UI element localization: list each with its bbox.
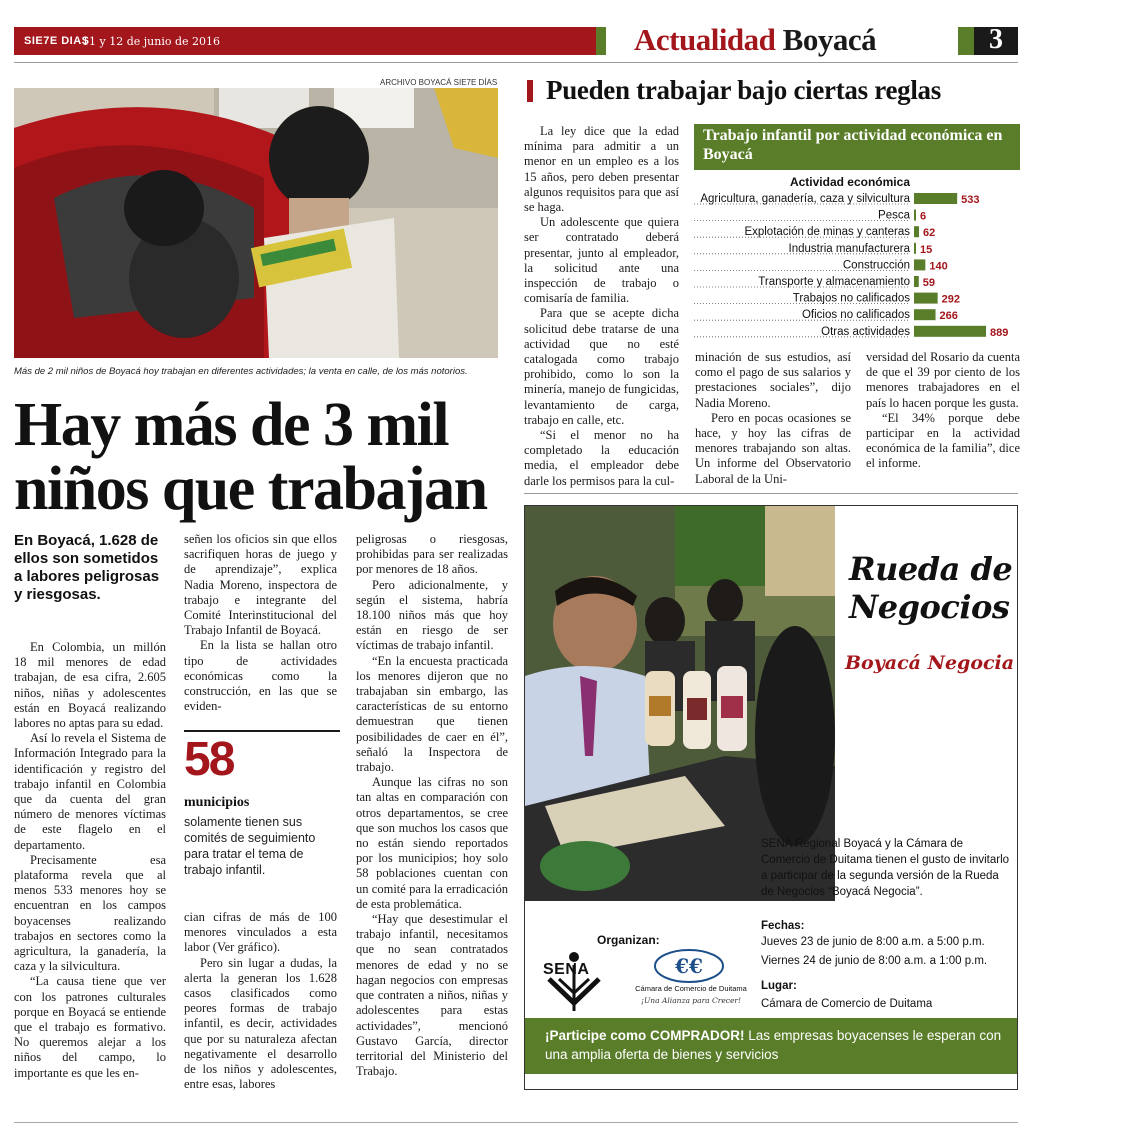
chart-category-label: Explotación de minas y canteras: [744, 226, 910, 239]
ad-place: Cámara de Comercio de Duitama: [761, 998, 933, 1010]
page-number-inner: [974, 24, 1018, 55]
subhead-marker: [527, 80, 533, 102]
article-column-2-bottom: [184, 910, 337, 1092]
ccd-logo-icon: [631, 946, 747, 984]
header-green-accent: [596, 27, 606, 55]
chart-bar: [914, 226, 919, 237]
ad-body: SENA Regional Boyacá y la Cámara de Comercio de Duitama tienen el gusto de invitarlo a participar de la segunda versión de la Rueda de Negocios “Boyacá Negocia”.: [761, 838, 1010, 898]
paragraph: Aunque las cifras no son tan altas en comparación con otros departamentos, se cree que son muchos los casos que no están siendo reportados por los municipios; hoy solo 58 poblaciones cuentan con un comité para la erradicación de esta problemática.: [356, 775, 508, 911]
svg-text:€€: €€: [675, 954, 703, 978]
advertisement: [524, 505, 1018, 1090]
section-title-part2: Boyacá: [782, 22, 877, 57]
sena-logo-text: SENA: [543, 961, 590, 978]
side-column-c: [866, 350, 1020, 472]
section-rule: [524, 493, 1018, 494]
paragraph: En la lista se hallan otro tipo de actividades económicas como la construcción, en las que se eviden-: [184, 638, 337, 714]
main-photo-illustration: [14, 88, 498, 358]
paragraph: En Colombia, un millón 18 mil menores de edad trabajan, de esa cifra, 2.605 niños, niñas y adolescentes están en Boyacá realizando labores no aptas para su edad.: [14, 640, 166, 731]
chart-bar: [914, 326, 986, 337]
ad-subtitle: Boyacá Negocia: [845, 652, 1015, 674]
main-photo: [14, 88, 498, 358]
ad-date-2: Viernes 24 de junio de 8:00 a.m. a 1:00 p.m.: [761, 955, 988, 967]
article-column-1: [14, 640, 166, 1081]
chart-category-label: Trabajos no calificados: [792, 292, 910, 305]
photo-caption: Más de 2 mil niños de Boyacá hoy trabajan en diferentes actividades; la venta en calle, de los más notorios.: [14, 366, 468, 377]
side-article-title: Pueden trabajar bajo ciertas reglas: [546, 75, 941, 105]
chart-bar: [914, 276, 919, 287]
stat-description: solamente tienen sus comités de seguimiento para tratar el tema de trabajo infantil.: [184, 815, 316, 877]
paragraph: Pero adicionalmente, y según el sistema, habría 18.100 niños más que hoy están en riesgo de ser víctimas de trabajo infantil.: [356, 577, 508, 653]
chart-value-label: 62: [923, 227, 936, 240]
ccd-slogan: ¡Una Alianza para Crecer!: [640, 996, 742, 1005]
paragraph: “Si el menor no ha completado la educación media, el empleador debe darle los permisos para la cul-: [524, 428, 679, 488]
headline-line2: niños que trabajan: [14, 455, 487, 523]
chart-category-label: Industria manufacturera: [788, 242, 910, 255]
chart-value-label: 292: [941, 293, 961, 306]
paragraph: La ley dice que la edad mínima para admitir a un menor en un empleo es a los 15 años, pero deben presentar algunos requisitos para que así se haga.: [524, 124, 679, 215]
photo-credit: ARCHIVO BOYACÁ SIE7E DÍAS: [380, 78, 498, 87]
paragraph: “Hay que desestimular el trabajo infantil, necesitamos que no sean contratados menores de edad y no se hagan negocios con empresas que contraten a niños, niñas y adolescentes para estas actividades”, mencionó Gustavo García, director territorial del Ministerio del Trabajo.: [356, 912, 508, 1079]
paragraph: “En la encuesta practicada los menores dijeron que no trabajaban sin embargo, las características de su entorno demuestran que tienen posibilidades de caer en él”, señaló la Inspectora de trabajo.: [356, 653, 508, 775]
chart-value-label: 15: [920, 243, 933, 256]
chart-value-label: 533: [961, 194, 980, 206]
paragraph: Así lo revela el Sistema de Información Integrado para la identificación y registro del trabajo infantil en Colombia que da cuenta del gran número de menores víctimas de este flagelo en el departamento.: [14, 731, 166, 852]
chart-value-label: 6: [920, 210, 927, 223]
paragraph: minación de sus estudios, así como el pago de sus salarios y prestaciones sociales”, dijo Nadia Moreno.: [695, 350, 851, 410]
section-title: [634, 22, 876, 58]
issue-date: 11 y 12 de junio de 2016: [82, 35, 221, 48]
chart-category-label: Pesca: [878, 209, 910, 222]
ad-title-line2: Negocios: [849, 588, 1010, 626]
paragraph: señen los oficios sin que ellos sacrifiquen horas de juego y de aprendizaje”, explica Nadia Moreno, inspectora de trabajo e integrante del Comité Interinstitucional del Trabajo Infantil de Boyacá.: [184, 532, 337, 638]
article-column-3: [356, 532, 508, 1079]
ad-dates-label: Fechas:: [761, 920, 805, 932]
publication-name: SIE7E DIAS: [24, 35, 90, 47]
ad-cta-bold: ¡Participe como COMPRADOR!: [545, 1028, 745, 1043]
article-column-2-top: [184, 532, 337, 714]
chart-title: Trabajo infantil por actividad económica en Boyacá: [703, 127, 1003, 163]
chart-value-label: 889: [990, 326, 1009, 339]
paragraph: “La causa tiene que ver con los patrones culturales porque en Boyacá se entiende que el trabajo es formativo. No queremos alejar a los niños del campo, lo importante es que les en-: [14, 974, 166, 1080]
stat-rule: [184, 730, 340, 732]
chart-category-label: Transporte y almacenamiento: [758, 276, 910, 288]
side-column-b: [695, 350, 851, 487]
ad-organizers-label: Organizan:: [597, 933, 660, 947]
paragraph: Pero sin lugar a dudas, la alerta la generan los 1.628 casos clasificados como peores formas de trabajo infantil, es decir, actividades que por su naturaleza afectan negativamente el desarrollo de los niños y adolescentes, entre esas, labores: [184, 955, 337, 1092]
article-deck: En Boyacá, 1.628 de ellos son sometidos a labores peligrosas y riesgosas.: [14, 532, 160, 603]
chart-bar: [914, 293, 938, 304]
chart-bar: [914, 243, 916, 254]
chart-bar: [914, 309, 936, 320]
chart-value-label: 266: [939, 310, 958, 323]
ad-cta-text: [545, 1026, 1015, 1064]
chart-value-label: 140: [929, 260, 948, 273]
stat-label: municipios: [184, 795, 250, 810]
stat-number: 58: [184, 733, 234, 786]
ccd-logo-text: Cámara de Comercio de Duitama: [635, 984, 747, 993]
ad-title-line1: Rueda de: [849, 550, 1013, 588]
chart-bar: [914, 210, 916, 221]
paragraph: Precisamente esa plataforma revela que al menos 533 menores hoy se encuentran en los campos boyacenses realizando trabajos en sectores como la agricultura, la ganadería, la caza y la silvicultura.: [14, 852, 166, 974]
section-title-part1: Actualidad: [634, 22, 776, 57]
chart-bar: [914, 193, 957, 204]
footer-rule: [14, 1122, 1018, 1123]
chart-category-label: Construcción: [842, 259, 910, 272]
ad-cta-rest: Las empresas boyacenses le esperan con una amplia oferta de bienes y servicios: [545, 1028, 1002, 1062]
ad-title: [849, 550, 1012, 626]
header-rule: [14, 62, 1018, 63]
sena-logo-icon: [539, 951, 609, 1011]
ad-date-1: Jueves 23 de junio de 8:00 a.m. a 5:00 p.m.: [761, 936, 985, 948]
paragraph: cian cifras de más de 100 menores vinculados a esta labor (Ver gráfico).: [184, 910, 337, 955]
page-number: 3: [989, 24, 1003, 55]
bar-chart: [694, 188, 1020, 340]
paragraph: peligrosas o riesgosas, prohibidas para ser realizadas por menores de 18 años.: [356, 532, 508, 577]
ad-place-label: Lugar:: [761, 980, 797, 992]
side-column-a: [524, 124, 679, 489]
page-number-box: [958, 24, 1018, 55]
chart-category-label: Agricultura, ganadería, caza y silvicultura: [700, 193, 910, 205]
chart-value-label: 59: [922, 277, 936, 289]
chart-category-label: Oficios no calificados: [801, 309, 910, 322]
chart-bar: [914, 259, 925, 270]
paragraph: Pero en pocas ocasiones se hace, y hoy las cifras de menores trabajando son altas. Un informe del Observatorio Laboral de la Uni-: [695, 410, 851, 486]
paragraph: Para que se acepte dicha solicitud debe tratarse de una actividad que no esté catalogada como trabajo prohibido, como lo son la minería, manejo de fungicidas, levantamiento de carga, trabajo en calle, etc.: [524, 306, 679, 427]
main-headline: [14, 393, 524, 521]
paragraph: versidad del Rosario da cuenta de que el 39 por ciento de los menores trabajadores en el país lo hacen porque les gusta.: [866, 350, 1020, 410]
paragraph: “El 34% porque debe participar en la actividad económica de la familia”, dice el informe.: [866, 410, 1020, 471]
chart-category-label: Otras actividades: [821, 325, 910, 338]
headline-line1: Hay más de 3 mil: [14, 391, 449, 459]
chart-category-header: Actividad económica: [789, 175, 910, 189]
paragraph: Un adolescente que quiera ser contratado deberá presentar, junto al empleador, la solicitud ante una inspección de trabajo o comisaría de familia.: [524, 215, 679, 306]
